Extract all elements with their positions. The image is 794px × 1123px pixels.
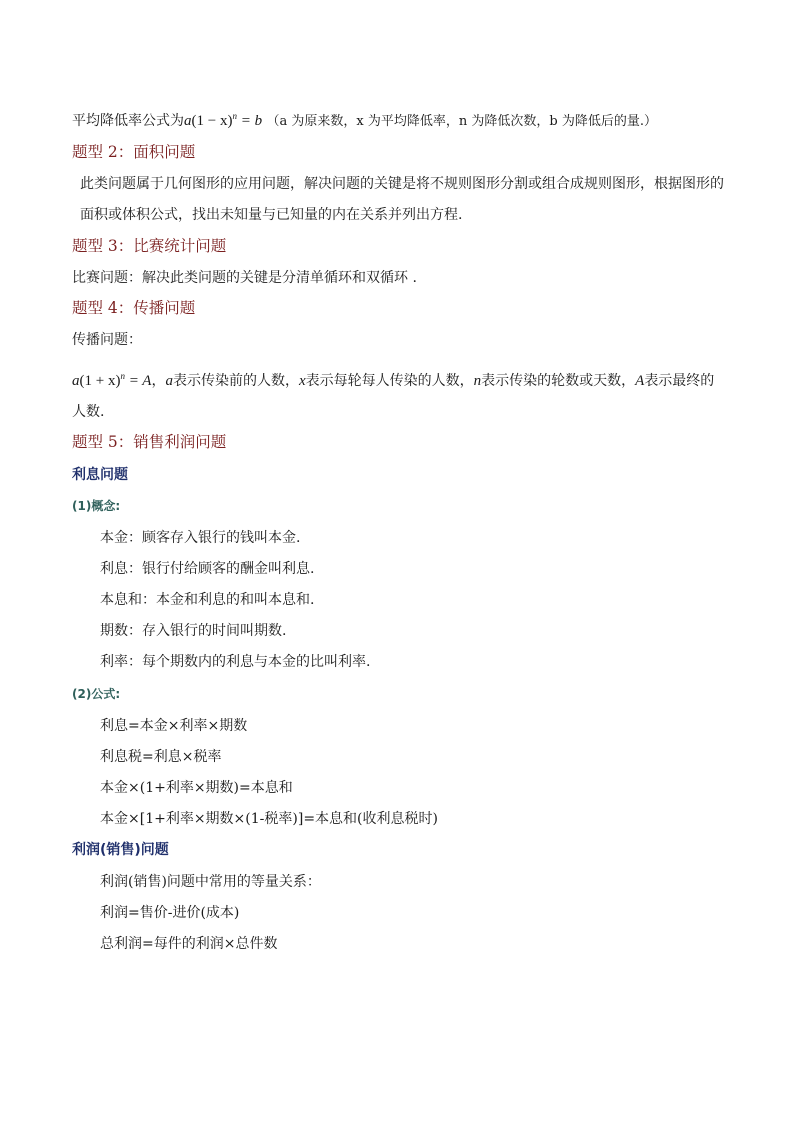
formula-item: 利息税=利息×税率 bbox=[100, 749, 222, 765]
decrease-formula: $a(1 - x)^n = b$ bbox=[184, 111, 263, 129]
spread-formula-line: $a(1 + x)^n = A$，a表示传染前的人数，x表示每轮每人传染的人数，n表示传染的轮数或天数，A表示最终的 bbox=[72, 371, 715, 389]
type3-paragraph: 比赛问题：解决此类问题的关键是分清单循环和双循环 . bbox=[72, 270, 417, 286]
profit-item: 利润=售价-进价(成本) bbox=[100, 905, 240, 921]
type2-paragraph-line2: 面积或体积公式，找出未知量与已知量的内在关系并列出方程. bbox=[80, 207, 463, 223]
type4-heading: 题型 4：传播问题 bbox=[72, 299, 196, 317]
spread-formula: $a(1 + x)^n = A$ bbox=[72, 371, 152, 389]
concept-subheading: (1)概念: bbox=[72, 499, 121, 513]
concept-item: 本金：顾客存入银行的钱叫本金. bbox=[100, 530, 301, 546]
average-decrease-formula-line bbox=[72, 106, 657, 132]
concept-item: 期数：存入银行的时间叫期数. bbox=[100, 623, 287, 639]
formula-item: 本金×[1+利率×期数×(1-税率)]=本息和(收利息税时) bbox=[100, 811, 438, 827]
type5-heading: 题型 5：销售利润问题 bbox=[72, 433, 227, 451]
type2-heading: 题型 2：面积问题 bbox=[72, 143, 196, 161]
interest-heading: 利息问题 bbox=[72, 467, 128, 483]
type4-label: 传播问题： bbox=[72, 332, 142, 348]
formula-prefix: 平均降低率公式为 bbox=[72, 113, 184, 129]
concept-item: 利率：每个期数内的利息与本金的比叫利率. bbox=[100, 654, 371, 670]
concept-item: 利息：银行付给顾客的酬金叫利息. bbox=[100, 561, 315, 577]
profit-item: 利润(销售)问题中常用的等量关系： bbox=[100, 874, 321, 890]
concept-item: 本息和：本金和利息的和叫本息和. bbox=[100, 592, 315, 608]
formula-note: （a 为原来数，x 为平均降低率，n 为降低次数，b 为降低后的量.） bbox=[266, 114, 657, 129]
formula-item: 利息=本金×利率×期数 bbox=[100, 718, 248, 734]
spread-formula-line-end: 人数. bbox=[72, 404, 105, 420]
profit-item: 总利润=每件的利润×总件数 bbox=[100, 936, 278, 952]
formula-item: 本金×(1+利率×期数)=本息和 bbox=[100, 780, 293, 796]
formula-subheading: (2)公式: bbox=[72, 687, 121, 701]
profit-heading: 利润(销售)问题 bbox=[72, 842, 169, 858]
type2-paragraph-line1: 此类问题属于几何图形的应用问题，解决问题的关键是将不规则图形分割或组合成规则图形，根据图形的 bbox=[80, 176, 724, 192]
type3-heading: 题型 3：比赛统计问题 bbox=[72, 237, 227, 255]
